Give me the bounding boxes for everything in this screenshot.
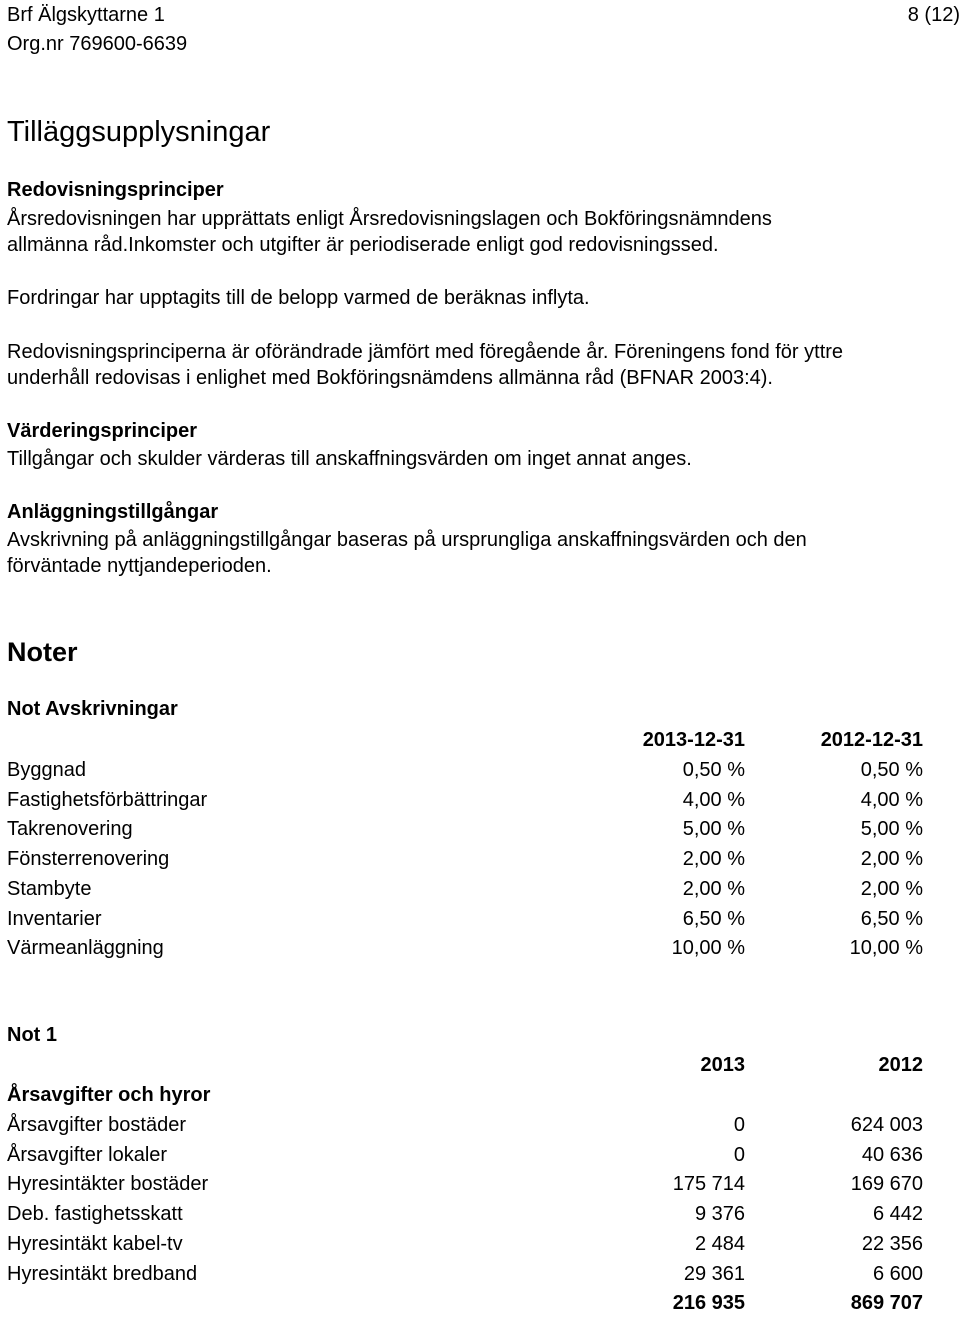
row-value-current: 9 376 (694, 1203, 745, 1226)
table-row (7, 818, 923, 848)
row-value-previous: 2,00 % (860, 877, 923, 900)
row-value-previous: 624 003 (850, 1114, 923, 1136)
table-row (7, 1173, 923, 1203)
row-value-current: 0 (733, 1143, 745, 1166)
paragraph-line: Redovisningsprinciperna är oförändrade jämfört med föregående år. Föreningens fond för yttre (7, 341, 844, 363)
table-subheading-row (7, 1084, 923, 1114)
table-row (7, 1233, 923, 1263)
row-label: Årsavgifter lokaler (7, 1143, 168, 1166)
row-label: Inventarier (7, 907, 102, 930)
column-header-2013: 2013 (700, 1054, 745, 1076)
paragraph-line: förväntade nyttjandeperioden. (7, 555, 272, 577)
row-value-previous: 40 636 (861, 1143, 923, 1166)
row-label: Fönsterrenovering (7, 848, 170, 871)
noter-heading: Noter (7, 637, 78, 667)
paragraph-fordringar: Fordringar har upptagits till de belopp varmed de beräknas inflyta. (7, 287, 590, 309)
paragraph-line: allmänna råd.Inkomster och utgifter är periodiserade enligt god redovisningssed. (7, 234, 719, 256)
total-2012: 869 707 (850, 1292, 923, 1314)
column-header-2013-12-31: 2013-12-31 (642, 729, 745, 751)
paragraph-line: underhåll redovisas i enlighet med Bokföringsnämdens allmänna råd (BFNAR 2003:4). (7, 367, 773, 389)
row-value-current: 6,50 % (682, 907, 745, 930)
row-label: Värmeanläggning (7, 937, 164, 960)
column-header-2012: 2012 (878, 1054, 923, 1076)
row-value-previous: 6,50 % (860, 907, 923, 930)
total-2013: 216 935 (672, 1292, 745, 1314)
table-total-row (7, 1292, 923, 1322)
table-header (7, 1054, 923, 1084)
page-number: 8 (12) (907, 4, 960, 26)
note-title-not1: Not 1 (7, 1024, 57, 1046)
row-value-previous: 10,00 % (849, 937, 923, 960)
row-label: Hyresintäkt kabel-tv (7, 1232, 183, 1255)
table-row (7, 848, 923, 878)
table-row (7, 789, 923, 819)
subheading-arsavgifter: Årsavgifter och hyror (7, 1084, 211, 1106)
section-heading-varderingsprinciper: Värderingsprinciper (7, 420, 198, 442)
row-label: Byggnad (7, 759, 86, 781)
row-value-current: 29 361 (683, 1262, 745, 1285)
row-label: Deb. fastighetsskatt (7, 1203, 183, 1226)
row-value-current: 2,00 % (682, 877, 745, 900)
table-row (7, 937, 923, 967)
section-heading-anlaggningstillgangar: Anläggningstillgångar (7, 501, 219, 523)
row-label: Stambyte (7, 877, 92, 900)
row-value-previous: 169 670 (850, 1173, 923, 1196)
row-value-current: 4,00 % (682, 788, 745, 811)
row-value-previous: 2,00 % (860, 848, 923, 871)
row-label: Fastighetsförbättringar (7, 788, 208, 811)
row-label: Takrenovering (7, 818, 133, 841)
row-value-current: 2,00 % (682, 848, 745, 871)
row-value-previous: 6 600 (872, 1262, 923, 1285)
table-row (7, 1144, 923, 1174)
paragraph-vardering: Tillgångar och skulder värderas till anskaffningsvärden om inget annat anges. (7, 448, 692, 470)
page-title: Tilläggsupplysningar (7, 116, 271, 148)
note-title-avskrivningar: Not Avskrivningar (7, 698, 178, 720)
table-row (7, 1263, 923, 1293)
paragraph-line: Avskrivning på anläggningstillgångar baseras på ursprungliga anskaffningsvärden och den (7, 529, 807, 551)
org-number: Org.nr 769600-6639 (7, 33, 188, 55)
column-header-2012-12-31: 2012-12-31 (820, 729, 923, 751)
row-value-current: 0,50 % (682, 759, 745, 781)
row-value-previous: 5,00 % (860, 818, 923, 841)
table-row (7, 1203, 923, 1233)
row-value-current: 0 (733, 1114, 745, 1136)
org-name: Brf Älgskyttarne 1 (7, 4, 165, 26)
row-value-previous: 4,00 % (860, 788, 923, 811)
row-value-current: 2 484 (694, 1232, 745, 1255)
row-label: Hyresintäkter bostäder (7, 1173, 209, 1196)
row-label: Årsavgifter bostäder (7, 1114, 186, 1136)
row-label: Hyresintäkt bredband (7, 1262, 198, 1285)
paragraph-line: Årsredovisningen har upprättats enligt Årsredovisningslagen och Bokföringsnämndens (7, 208, 772, 230)
section-heading-redovisningsprinciper: Redovisningsprinciper (7, 179, 224, 201)
table-row (7, 1114, 923, 1144)
row-value-previous: 6 442 (872, 1203, 923, 1226)
table-row (7, 878, 923, 908)
row-value-current: 5,00 % (682, 818, 745, 841)
table-header (7, 729, 923, 759)
row-value-current: 175 714 (672, 1173, 745, 1196)
table-row (7, 759, 923, 789)
row-value-previous: 0,50 % (860, 759, 923, 781)
table-row (7, 908, 923, 938)
row-value-current: 10,00 % (671, 937, 745, 960)
row-value-previous: 22 356 (861, 1232, 923, 1255)
